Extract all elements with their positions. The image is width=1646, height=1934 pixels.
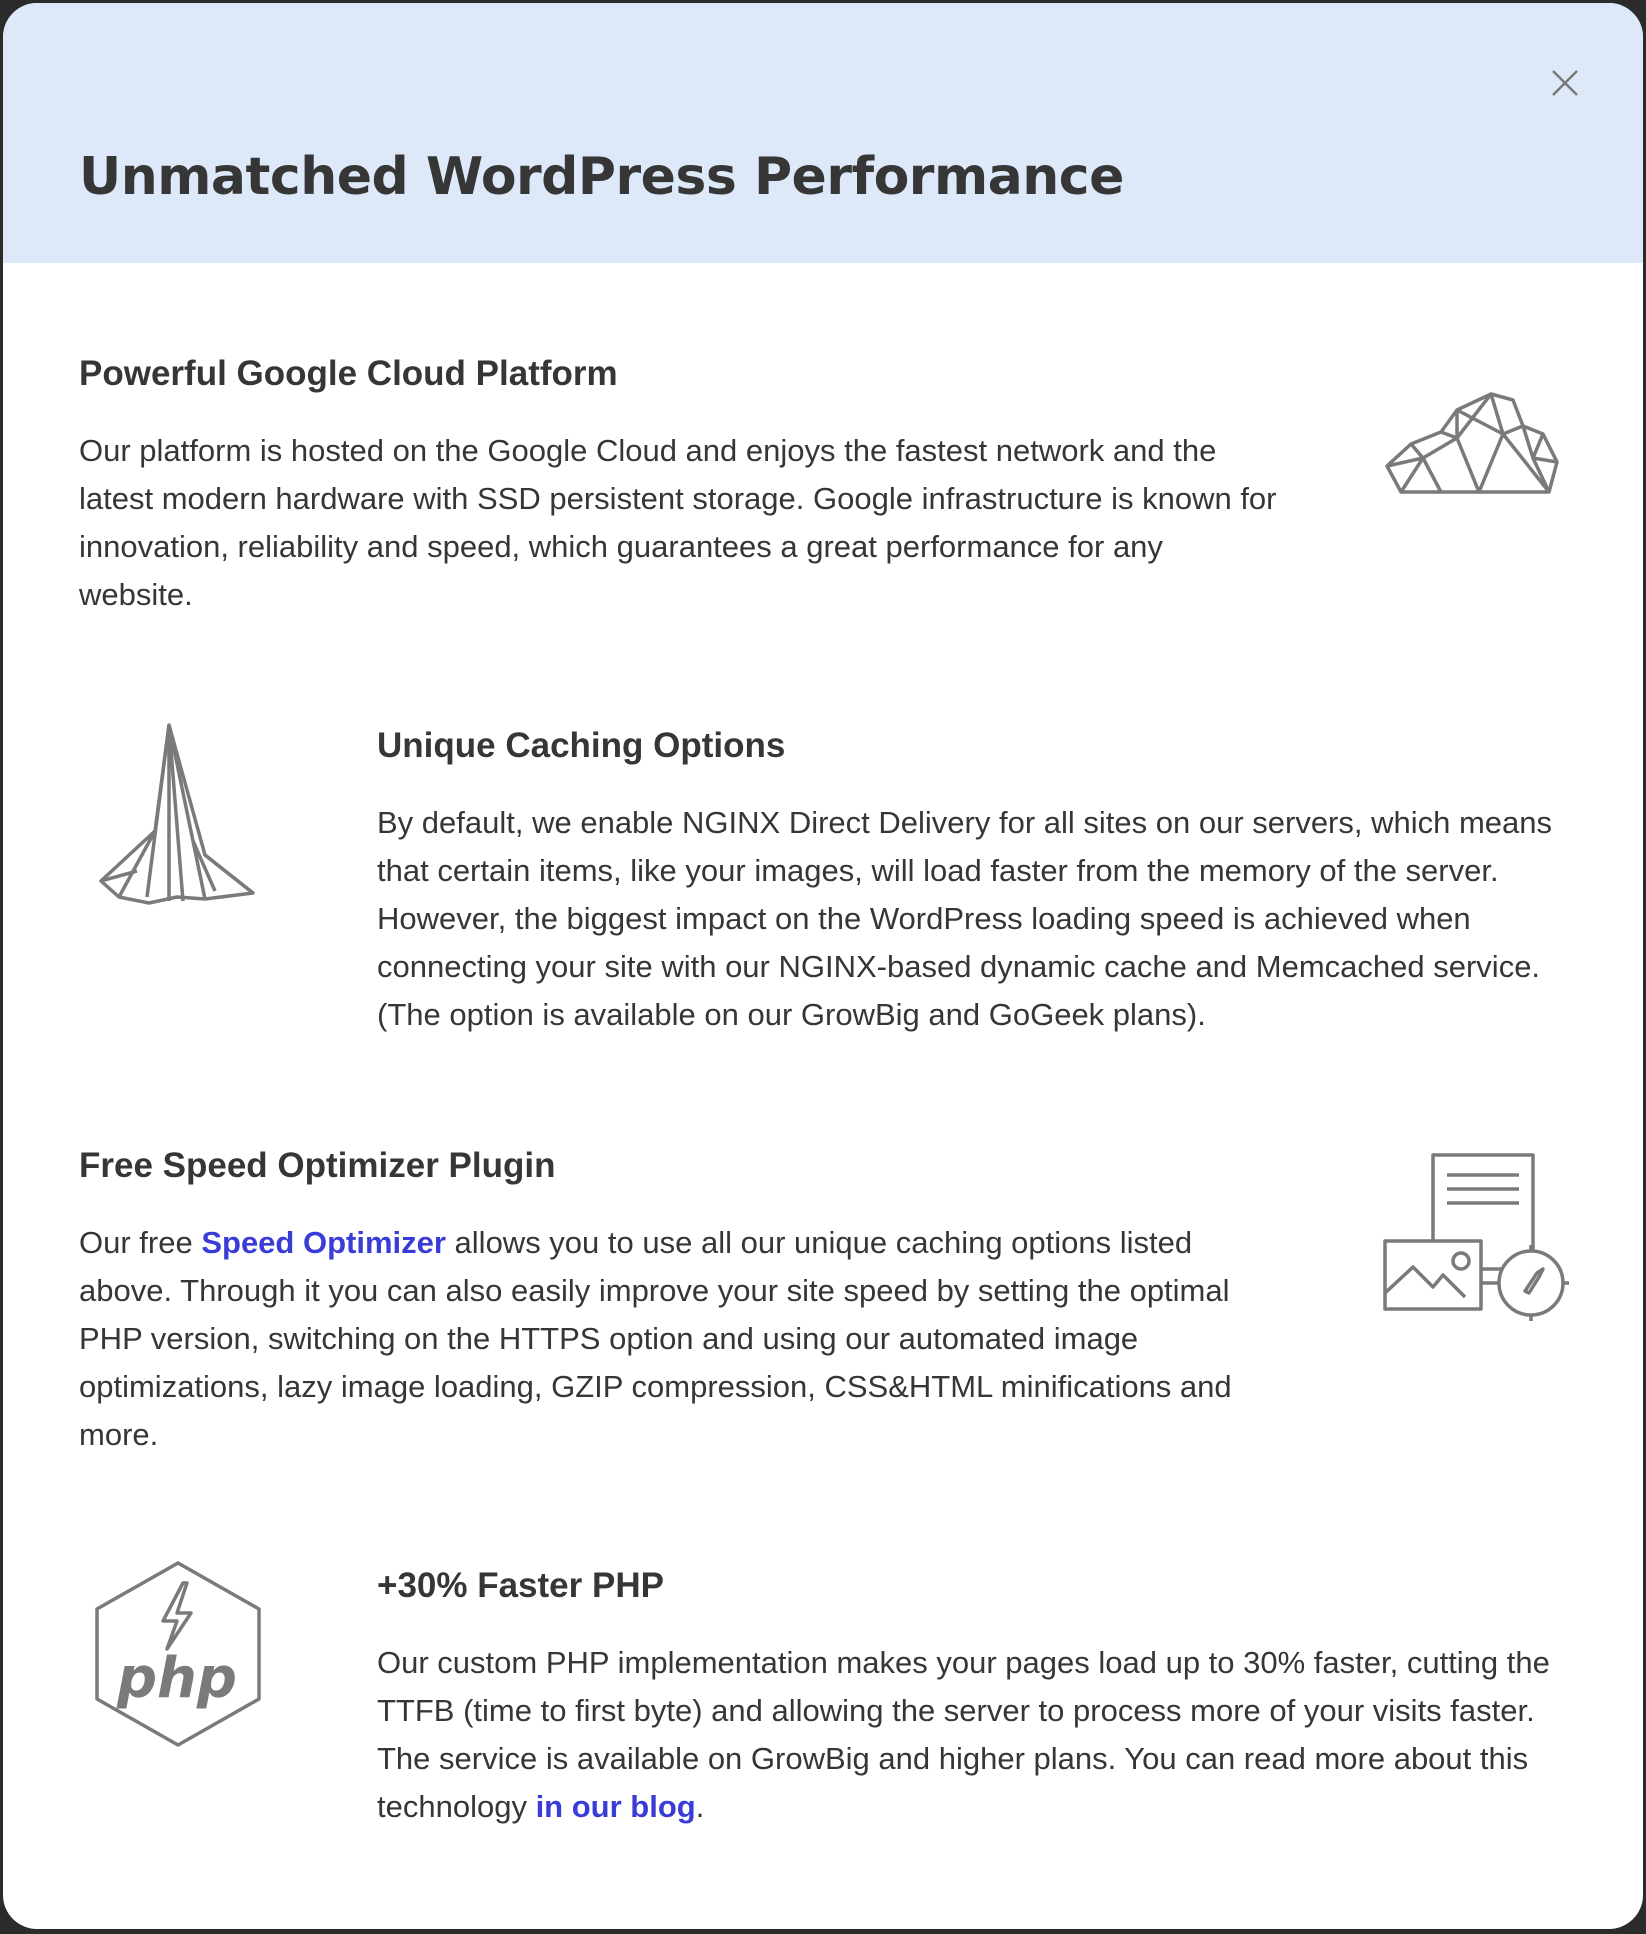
speed-optimizer-icon (1381, 1151, 1571, 1321)
section-body (377, 1639, 1567, 1831)
section-heading: Powerful Google Cloud Platform (79, 354, 618, 393)
body-text: . (695, 1789, 705, 1824)
close-icon[interactable] (1543, 61, 1587, 105)
rocket-icon (97, 721, 257, 911)
section-body: Our platform is hosted on the Google Cloud and enjoys the fastest network and the latest modern hardware with SSD persistent storage. Google infrastructure is known for innovation, reliability and speed, which guarantees a great performance for any website. (79, 433, 1277, 612)
section-heading: Unique Caching Options (377, 726, 786, 765)
section-caching (377, 725, 1567, 1039)
section-body (79, 1219, 1289, 1459)
section-speed-optimizer (79, 1145, 1289, 1459)
blog-link[interactable]: in our blog (535, 1789, 696, 1824)
body-text: Our custom PHP implementation makes your pages load up to 30% faster, cutting the TTFB (time to first byte) and allowing the server to process more of your visits faster. The service is available on GrowBig and higher plans. You can read more about this technology (377, 1645, 1550, 1824)
modal-title: Unmatched WordPress Performance (79, 147, 1124, 207)
php-icon (91, 1559, 265, 1749)
php-icon-text: php (116, 1646, 238, 1711)
body-text: Our free (79, 1225, 202, 1260)
section-faster-php (377, 1565, 1567, 1831)
section-body: By default, we enable NGINX Direct Delivery for all sites on our servers, which means that certain items, like your images, will load faster from the memory of the server. However, the biggest impact on the WordPress loading speed is achieved when connecting your site with our NGINX-based dynamic cache and Memcached service. (The option is available on our GrowBig and GoGeek plans). (377, 805, 1553, 1032)
section-heading: +30% Faster PHP (377, 1566, 664, 1605)
modal-dialog (3, 3, 1643, 1929)
body-text: allows you to use all our unique caching options listed above. Through it you can also easily improve your site speed by setting the optimal PHP version, switching on the HTTPS option and using our automated image optimizations, lazy image loading, GZIP compression, CSS&HTML minifications and more. (79, 1225, 1232, 1452)
cloud-icon (1383, 388, 1563, 498)
modal-header (3, 3, 1643, 263)
close-button[interactable] (1543, 61, 1587, 105)
section-heading: Free Speed Optimizer Plugin (79, 1146, 556, 1185)
section-google-cloud (79, 353, 1279, 619)
speed-optimizer-link[interactable]: Speed Optimizer (201, 1225, 446, 1260)
